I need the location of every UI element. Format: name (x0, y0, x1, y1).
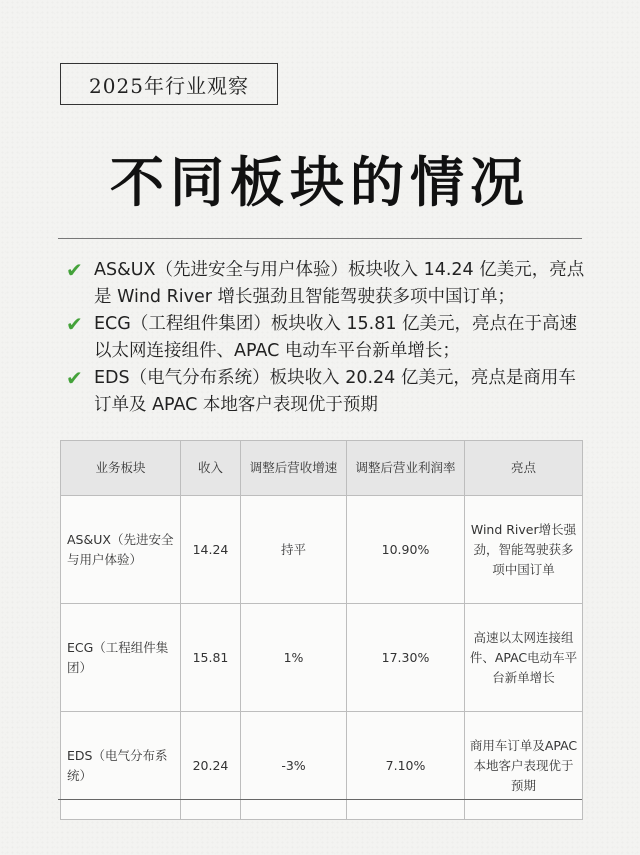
check-icon: ✔ (66, 312, 83, 336)
top-divider (58, 238, 582, 239)
cell-highlight: Wind River增长强劲，智能驾驶获多项中国订单 (465, 496, 583, 604)
cell-growth: -3% (241, 712, 347, 820)
table-row (61, 712, 583, 820)
cell-revenue: 20.24 (181, 712, 241, 820)
segment-table (60, 440, 583, 820)
cell-segment: EDS（电气分布系统） (61, 712, 181, 820)
bullet-item (66, 257, 586, 311)
bullet-text: EDS（电气分布系统）板块收入 20.24 亿美元，亮点是商用车订单及 APAC 本地客户表现优于预期 (94, 368, 576, 415)
column-header-margin: 调整后营业利润率 (347, 441, 465, 496)
column-header-growth: 调整后营收增速 (241, 441, 347, 496)
cell-revenue: 14.24 (181, 496, 241, 604)
cell-margin: 7.10% (347, 712, 465, 820)
table-row (61, 496, 583, 604)
cell-revenue: 15.81 (181, 604, 241, 712)
page-title: 不同板块的情况 (110, 150, 530, 214)
column-header-segment: 业务板块 (61, 441, 181, 496)
column-header-revenue: 收入 (181, 441, 241, 496)
bottom-divider (58, 799, 582, 800)
check-icon: ✔ (66, 366, 83, 390)
table-header-row (61, 441, 583, 496)
bullet-item (66, 365, 586, 419)
cell-growth: 1% (241, 604, 347, 712)
bullet-list (66, 257, 586, 419)
cell-growth: 持平 (241, 496, 347, 604)
table-row (61, 604, 583, 712)
cell-highlight: 商用车订单及APAC本地客户表现优于预期 (465, 712, 583, 820)
check-icon: ✔ (66, 258, 83, 282)
cell-margin: 17.30% (347, 604, 465, 712)
bullet-text: ECG（工程组件集团）板块收入 15.81 亿美元，亮点在于高速以太网连接组件、APAC 电动车平台新单增长； (94, 314, 578, 361)
cell-margin: 10.90% (347, 496, 465, 604)
category-tag: 2025年行业观察 (60, 63, 278, 105)
segment-table-container (60, 440, 582, 820)
cell-segment: ECG（工程组件集团） (61, 604, 181, 712)
cell-highlight: 高速以太网连接组件、APAC电动车平台新单增长 (465, 604, 583, 712)
bullet-item (66, 311, 586, 365)
cell-segment: AS&UX（先进安全与用户体验） (61, 496, 181, 604)
bullet-text: AS&UX（先进安全与用户体验）板块收入 14.24 亿美元，亮点是 Wind River 增长强劲且智能驾驶获多项中国订单； (94, 260, 585, 307)
column-header-highlight: 亮点 (465, 441, 583, 496)
